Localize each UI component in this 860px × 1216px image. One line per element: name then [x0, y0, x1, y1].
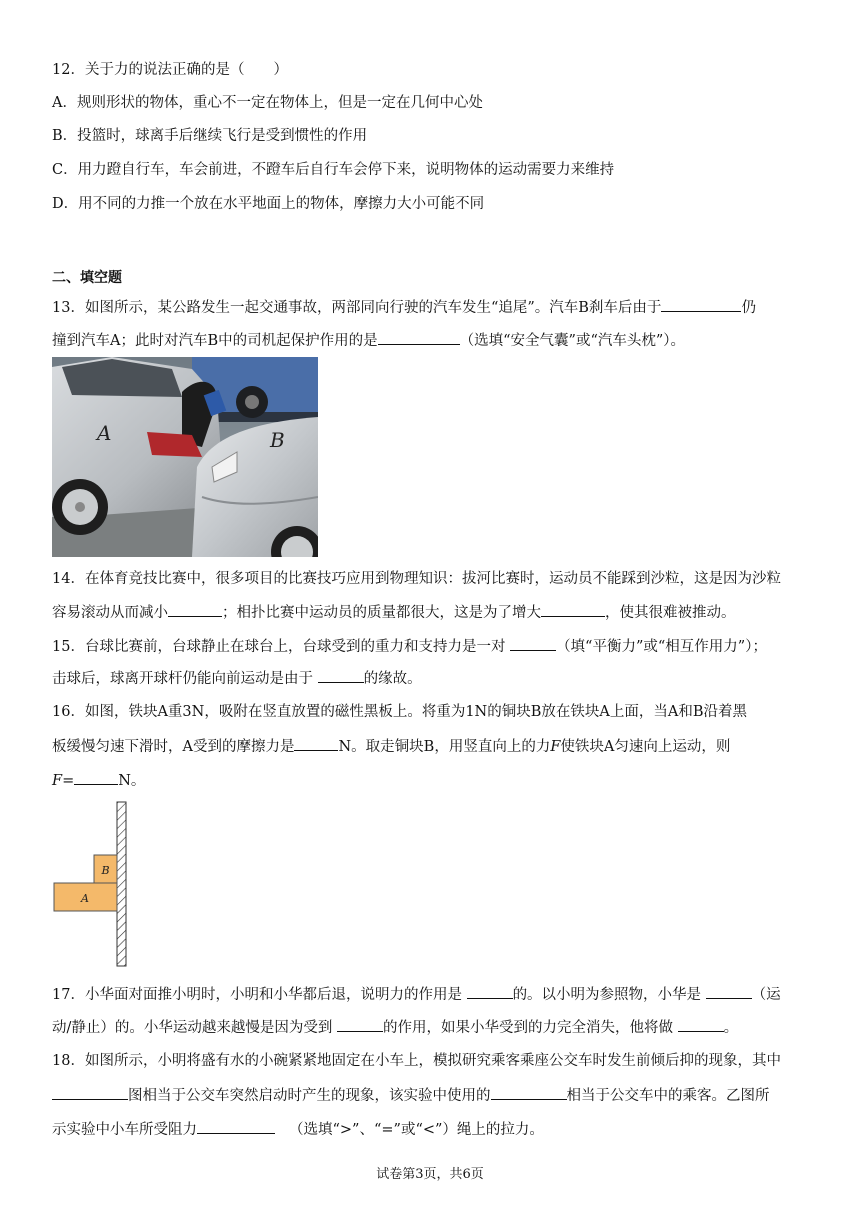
q16-text-3c: N。	[118, 773, 146, 789]
q16-line1: 16．如图，铁块A重3N，吸附在竖直放置的磁性黑板上。将重为1N的铜块B放在铁块A上面，当A和B沿着黑	[52, 704, 747, 720]
photo-label-b: B	[270, 428, 285, 452]
q16-text-3b: =	[62, 773, 75, 789]
q16-blank-2[interactable]	[74, 770, 118, 785]
q16-line2	[52, 736, 730, 757]
q17-text-1a: 17．小华面对面推小明时，小明和小华都后退，说明力的作用是	[52, 987, 467, 1003]
q13-line2	[52, 330, 685, 351]
q14-line2	[52, 602, 736, 623]
q18-line3	[52, 1119, 544, 1140]
q17-blank-3[interactable]	[337, 1017, 383, 1032]
q18-blank-3[interactable]	[197, 1119, 275, 1134]
q18-line2	[52, 1085, 770, 1106]
q17-blank-2[interactable]	[706, 984, 752, 999]
q13-blank-2[interactable]	[378, 330, 460, 345]
car-crash-photo	[52, 357, 318, 557]
q18-text-2a: 图相当于公交车突然启动时产生的现象，该实验中使用的	[128, 1088, 491, 1104]
q16-text-2c: F	[550, 739, 561, 755]
q15-text-1a: 15．台球比赛前，台球静止在球台上，台球受到的重力和支持力是一对	[52, 639, 511, 655]
q17-text-2a: 动/静止）的。小华运动越来越慢是因为受到	[52, 1020, 337, 1036]
photo-label-a: A	[97, 421, 112, 445]
q13-text-1b: 仍	[741, 300, 756, 316]
q12-stem: 12．关于力的说法正确的是（ ）	[52, 62, 288, 78]
q18-line1: 18．如图所示，小明将盛有水的小碗紧紧地固定在小车上，模拟研究乘客乘座公交车时发生前倾后抑的现象，其中	[52, 1053, 781, 1069]
q15-line1	[52, 636, 767, 657]
q15-blank-1[interactable]	[510, 636, 556, 651]
block-a-label: A	[81, 892, 89, 905]
q13-blank-1[interactable]	[661, 297, 741, 312]
q14-text-2a: 容易滚动从而减小	[52, 605, 168, 621]
q17-text-1c: （运	[751, 987, 781, 1003]
q13-text-2b: （选填“安全气囊”或“汽车头枕”）。	[459, 333, 686, 349]
q14-text-2b: ；相扑比赛中运动员的质量都很大，这是为了增大	[222, 605, 541, 621]
page-footer: 试卷第3页，共6页	[376, 1167, 484, 1182]
q13-text-1a: 13．如图所示，某公路发生一起交通事故，两部同向行驶的汽车发生“追尾”。汽车B刹车后由于	[52, 300, 662, 316]
q14-blank-2[interactable]	[541, 602, 605, 617]
q16-text-2d: 使铁块A匀速向上运动，则	[560, 739, 731, 755]
q18-text-3b: （选填“>”、“=”或“<”）绳上的拉力。	[289, 1122, 544, 1138]
q15-text-1b: （填“平衡力”或“相互作用力”）；	[556, 639, 767, 655]
q14-text-2c: ，使其很难被推动。	[605, 605, 736, 621]
q13-text-2a: 撞到汽车A；此时对汽车B中的司机起保护作用的是	[52, 333, 378, 349]
q15-blank-2[interactable]	[318, 668, 364, 683]
q17-text-2b: 的作用，如果小华受到的力完全消失，他将做	[383, 1020, 678, 1036]
q15-line2	[52, 668, 422, 689]
blackboard	[117, 802, 126, 966]
q17-text-2c: 。	[723, 1020, 739, 1036]
blocks-on-board-diagram	[52, 800, 132, 968]
q18-blank-2[interactable]	[491, 1085, 567, 1100]
q16-line3	[52, 770, 145, 791]
q13-line1	[52, 297, 756, 318]
q16-text-2b: N。取走铜块B，用竖直向上的力	[338, 739, 551, 755]
q14-blank-1[interactable]	[168, 602, 222, 617]
q16-text-2a: 板缓慢匀速下滑时，A受到的摩擦力是	[52, 739, 295, 755]
q12-option-d: D．用不同的力推一个放在水平地面上的物体，摩擦力大小可能不同	[52, 196, 485, 212]
q14-line1: 14．在体育竞技比赛中，很多项目的比赛技巧应用到物理知识：拔河比赛时，运动员不能踩到沙粒，这是因为沙粒	[52, 571, 781, 587]
q15-text-2a: 击球后，球离开球杆仍能向前运动是由于	[52, 671, 318, 687]
q15-text-2b: 的缘故。	[363, 671, 422, 687]
q12-option-a: A．规则形状的物体，重心不一定在物体上，但是一定在几何中心处	[52, 95, 483, 111]
block-b-label: B	[101, 864, 110, 877]
q17-blank-1[interactable]	[467, 984, 513, 999]
q16-text-3a: F	[52, 773, 63, 789]
q18-text-3a: 示实验中小车所受阻力	[52, 1122, 197, 1138]
q17-text-1b: 的。以小明为参照物，小华是	[512, 987, 706, 1003]
q17-line1	[52, 984, 781, 1005]
section-title: 二、填空题	[52, 270, 122, 286]
q16-blank-1[interactable]	[294, 736, 338, 751]
q18-blank-1[interactable]	[52, 1085, 128, 1100]
q17-line2	[52, 1017, 738, 1038]
q12-option-c: C．用力蹬自行车，车会前进，不蹬车后自行车会停下来，说明物体的运动需要力来维持	[52, 162, 615, 178]
q12-option-b: B．投篮时，球离手后继续飞行是受到惯性的作用	[52, 128, 368, 144]
q18-text-2b: 相当于公交车中的乘客。乙图所	[566, 1088, 770, 1104]
q17-blank-4[interactable]	[678, 1017, 724, 1032]
